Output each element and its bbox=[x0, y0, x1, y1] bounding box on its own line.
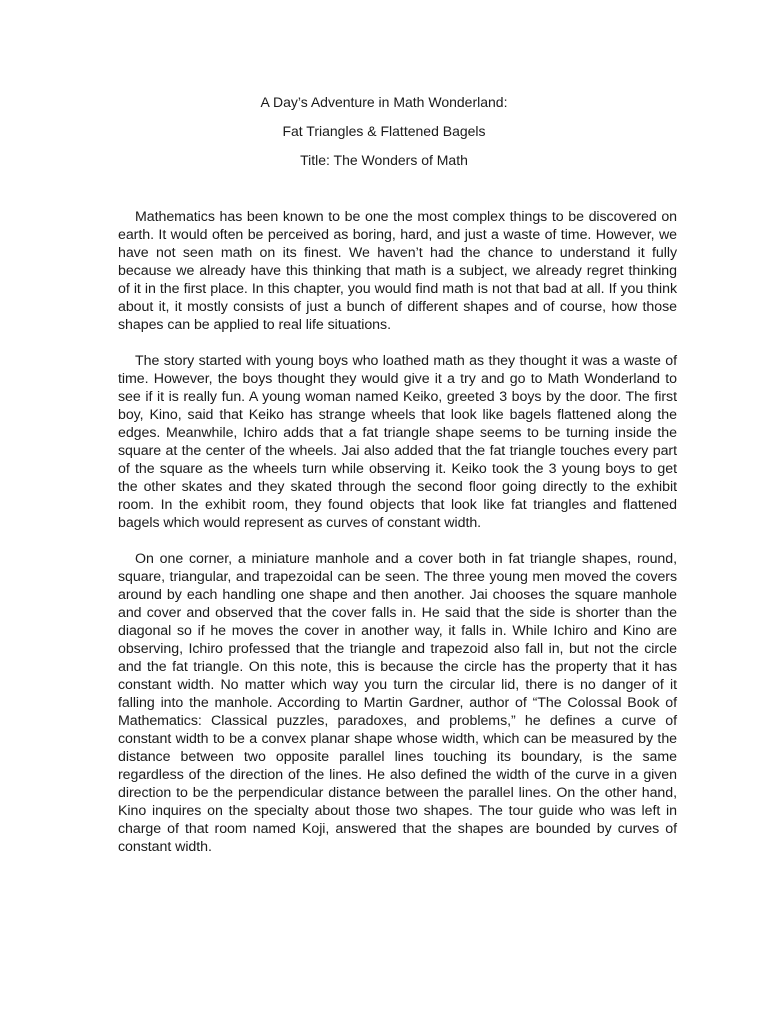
paragraph-2: The story started with young boys who loathed math as they thought it was a waste of time. However, the boys thought they would give it a try and go to Math Wonderland to see if it is really fun. A young woman named Keiko, greeted 3 boys by the door. The first boy, Kino, said that Keiko has strange wheels that look like bagels flattened along the edges. Meanwhile, Ichiro adds that a fat triangle shape seems to be turning inside the square at the center of the wheels. Jai also added that the fat triangle touches every part of the square as the wheels turn while observing it. Keiko took the 3 young boys to get the other skates and they skated through the second floor going directly to the exhibit room. In the exhibit room, they found objects that look like fat triangles and flattened bagels which would represent as curves of constant width. bbox=[118, 353, 677, 531]
document-header bbox=[0, 94, 768, 181]
heading-line-1: A Day’s Adventure in Math Wonderland: bbox=[260, 94, 508, 110]
document-body bbox=[118, 208, 677, 874]
paragraph-1: Mathematics has been known to be one the most complex things to be discovered on earth. It would often be perceived as boring, hard, and just a waste of time. However, we have not seen math on its finest. We haven’t had the chance to understand it fully because we already have this thinking that math is a subject, we already regret thinking of it in the first place. In this chapter, you would find math is not that bad at all. If you think about it, it mostly consists of just a bunch of different shapes and of course, how those shapes can be applied to real life situations. bbox=[118, 209, 677, 333]
heading-line-2: Fat Triangles & Flattened Bagels bbox=[282, 123, 486, 139]
heading-line-3: Title: The Wonders of Math bbox=[300, 152, 468, 168]
paragraph-3: On one corner, a miniature manhole and a cover both in fat triangle shapes, round, square, triangular, and trapezoidal can be seen. The three young men moved the covers around by each handling one shape and then another. Jai chooses the square manhole and cover and observed that the cover falls in. He said that the side is shorter than the diagonal so if he moves the cover in another way, it falls in. While Ichiro and Kino are observing, Ichiro professed that the triangle and trapezoid also fall in, but not the circle and the fat triangle. On this note, this is because the circle has the property that it has constant width. No matter which way you turn the circular lid, there is no danger of it falling into the manhole. According to Martin Gardner, author of “The Colossal Book of Mathematics: Classical puzzles, paradoxes, and problems,” he defines a curve of constant width to be a convex planar shape whose width, which can be measured by the distance between two opposite parallel lines touching its boundary, is the same regardless of the direction of the lines. He also defined the width of the curve in a given direction to be the perpendicular distance between the parallel lines. On the other hand, Kino inquires on the specialty about those two shapes. The tour guide who was left in charge of that room named Koji, answered that the shapes are bounded by curves of constant width. bbox=[118, 551, 677, 855]
